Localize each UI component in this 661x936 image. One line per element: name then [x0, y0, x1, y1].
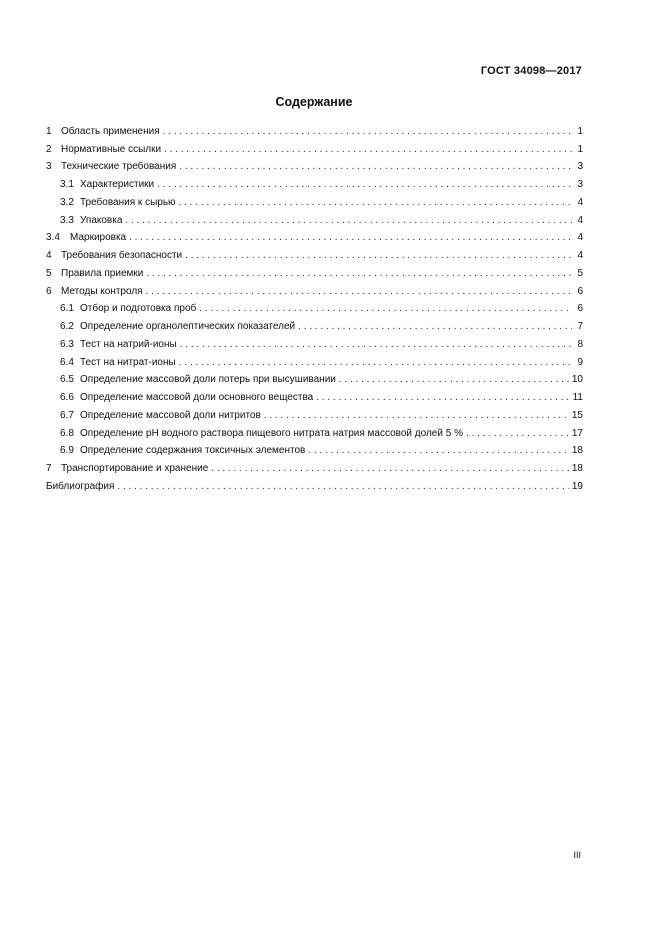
toc-entry-label: Определение массовой доли потерь при высушивании — [80, 374, 336, 386]
toc-entry-label: Требования безопасности — [61, 250, 183, 261]
toc-entry-number: 4 — [46, 250, 52, 261]
toc-entry[interactable] — [46, 120, 583, 138]
toc-entry-label: Определение массовой доли нитритов — [80, 409, 261, 421]
toc-entry-number: 6.7 — [60, 409, 74, 421]
toc-entry-leader — [185, 250, 572, 262]
toc-entry-label: Область применения — [61, 125, 160, 137]
toc-entry-number: 6 — [46, 285, 52, 297]
toc-entry[interactable] — [46, 138, 583, 156]
toc-entry-label: Определение массовой доли основного вещества — [80, 392, 314, 403]
toc-entry[interactable] — [46, 280, 583, 298]
toc-entry[interactable] — [46, 386, 583, 404]
toc-entry-leader — [264, 410, 569, 422]
toc-entry-label: Отбор и подготовка проб — [80, 303, 197, 315]
toc-entry-page: 4 — [577, 232, 583, 244]
toc-entry-leader — [163, 126, 572, 138]
table-of-contents — [46, 120, 583, 493]
toc-entry-label: Определение pH водного раствора пищевого нитрата натрия массовой долей 5 % — [80, 427, 463, 439]
toc-entry-number: 6.2 — [60, 321, 74, 332]
toc-entry-label: Методы контроля — [61, 285, 143, 297]
toc-entry-leader — [339, 374, 569, 386]
toc-entry[interactable] — [46, 298, 583, 316]
toc-entry[interactable] — [46, 173, 583, 191]
toc-entry-page: 3 — [577, 179, 583, 190]
toc-entry-page: 4 — [577, 196, 583, 208]
toc-entry-label: Библиография — [46, 480, 115, 492]
toc-entry[interactable] — [46, 475, 583, 493]
toc-entry[interactable] — [46, 244, 583, 262]
toc-entry-number: 3 — [46, 161, 52, 173]
toc-entry-page: 6 — [577, 285, 583, 297]
toc-entry-page: 10 — [571, 374, 583, 386]
toc-entry[interactable] — [46, 404, 583, 422]
toc-entry-leader — [117, 481, 568, 493]
toc-entry-leader — [179, 357, 572, 369]
toc-entry-leader — [179, 161, 572, 173]
toc-entry-label: Транспортирование и хранение — [61, 463, 209, 474]
toc-entry-page: 18 — [571, 463, 583, 474]
toc-entry-label: Правила приемки — [61, 267, 144, 279]
toc-entry-page: 11 — [572, 392, 583, 403]
toc-entry-label: Характеристики — [80, 179, 155, 190]
toc-entry-leader — [466, 428, 569, 440]
toc-entry-number: 6.5 — [60, 374, 74, 386]
toc-entry-label: Определение содержания токсичных элементов — [80, 445, 306, 457]
toc-entry-leader — [125, 215, 572, 227]
toc-entry[interactable] — [46, 209, 583, 227]
toc-entry-label: Тест на натрий-ионы — [80, 338, 177, 350]
toc-entry-label: Технические требования — [61, 161, 177, 173]
toc-title: Содержание — [275, 95, 353, 109]
toc-entry-page: 15 — [571, 409, 583, 421]
toc-entry-page: 3 — [577, 161, 583, 173]
toc-entry-label: Упаковка — [80, 214, 123, 226]
toc-entry-page: 7 — [577, 321, 583, 332]
toc-entry-label: Нормативные ссылки — [61, 143, 162, 155]
toc-entry-leader — [146, 286, 572, 298]
toc-entry-page: 18 — [571, 445, 583, 457]
toc-entry[interactable] — [46, 351, 583, 369]
toc-entry-page: 1 — [577, 143, 583, 155]
toc-entry-label: Определение органолептических показателей — [80, 321, 296, 332]
toc-entry-page: 5 — [577, 267, 583, 279]
toc-entry-leader — [129, 232, 572, 244]
toc-entry-leader — [179, 197, 572, 209]
toc-entry[interactable] — [46, 457, 583, 475]
toc-entry[interactable] — [46, 227, 583, 245]
toc-entry-leader — [211, 463, 569, 475]
toc-entry-leader — [298, 321, 572, 333]
toc-entry-page: 4 — [577, 214, 583, 226]
toc-entry-page: 19 — [571, 480, 583, 492]
toc-entry-number: 7 — [46, 463, 52, 474]
toc-entry[interactable] — [46, 422, 583, 440]
toc-entry-leader — [316, 392, 569, 404]
toc-entry-label: Тест на нитрат-ионы — [80, 356, 176, 368]
toc-entry-number: 6.1 — [60, 303, 74, 315]
toc-entry-number: 6.8 — [60, 427, 74, 439]
toc-entry-leader — [180, 339, 572, 351]
toc-entry-page: 1 — [577, 125, 583, 137]
toc-entry-page: 4 — [577, 250, 583, 261]
document-code: ГОСТ 34098—2017 — [480, 65, 582, 77]
toc-entry-number: 6.3 — [60, 338, 74, 350]
toc-entry-label: Маркировка — [70, 232, 127, 244]
toc-entry-number: 3.3 — [60, 214, 74, 226]
toc-entry-leader — [157, 179, 572, 191]
toc-entry-page: 9 — [577, 356, 583, 368]
toc-entry[interactable] — [46, 333, 583, 351]
toc-entry[interactable] — [46, 262, 583, 280]
page-number: III — [573, 850, 581, 860]
toc-entry[interactable] — [46, 156, 583, 174]
toc-entry-number: 6.4 — [60, 356, 74, 368]
toc-entry-page: 17 — [571, 427, 583, 439]
toc-entry-number: 3.1 — [60, 179, 74, 190]
toc-entry-leader — [199, 303, 572, 315]
toc-entry-page: 6 — [577, 303, 583, 315]
toc-entry-number: 5 — [46, 267, 52, 279]
toc-entry-leader — [164, 144, 572, 156]
toc-entry-leader — [308, 445, 569, 457]
toc-entry-page: 8 — [577, 338, 583, 350]
toc-entry[interactable] — [46, 369, 583, 387]
toc-entry[interactable] — [46, 191, 583, 209]
toc-entry-label: Требования к сырью — [80, 196, 176, 208]
toc-entry[interactable] — [46, 440, 583, 458]
toc-entry-leader — [146, 268, 572, 280]
toc-entry-number: 6.9 — [60, 445, 74, 457]
toc-entry-number: 1 — [46, 125, 52, 137]
toc-entry-number: 3.4 — [46, 232, 60, 244]
toc-entry[interactable] — [46, 315, 583, 333]
toc-entry-number: 2 — [46, 143, 52, 155]
toc-entry-number: 6.6 — [60, 392, 74, 403]
toc-entry-number: 3.2 — [60, 196, 74, 208]
